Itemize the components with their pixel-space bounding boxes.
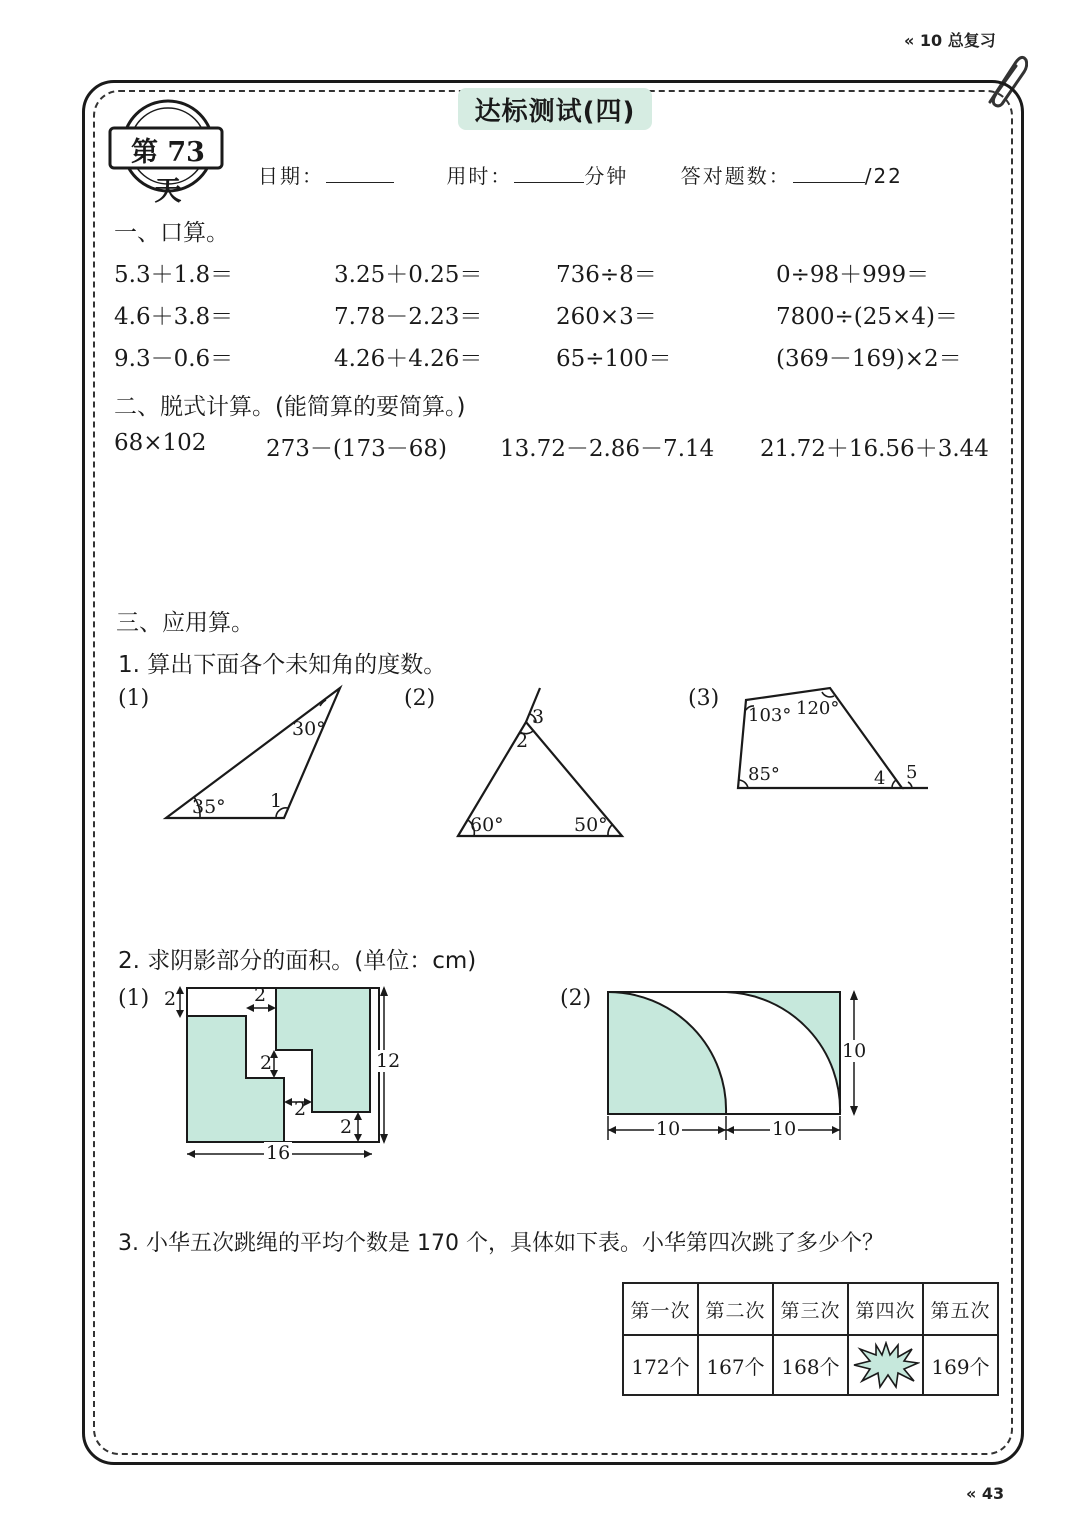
q1-angle-5: 5 (906, 762, 918, 783)
q1-angle-2: 2 (516, 730, 529, 752)
table-header: 第二次 (698, 1283, 773, 1335)
q2-dim-mid2: 2 (294, 1098, 307, 1120)
q2-shaded-figure-2 (600, 984, 872, 1144)
calc-3-3: 65÷100＝ (556, 346, 672, 372)
chapter-header: « 10 总复习 (904, 31, 996, 50)
q2-dim-width: 16 (266, 1142, 291, 1164)
calc-2-4: 7800÷(25×4)＝ (776, 304, 958, 330)
table-cell-hidden (848, 1335, 923, 1395)
day-badge (108, 98, 224, 207)
jump-rope-table (622, 1282, 999, 1396)
step-calc-1: 68×102 (114, 430, 207, 456)
calc-3-4: (369－169)×2＝ (776, 346, 962, 372)
q2-dim-mid1: 2 (260, 1052, 273, 1074)
time-unit: 分钟 (584, 164, 629, 188)
q1-angle-4: 4 (874, 768, 886, 789)
section3-title: 三、应用算。 (116, 610, 254, 636)
q1-fig3-label: (3) (688, 686, 720, 711)
calc-2-1: 4.6＋3.8＝ (114, 304, 234, 330)
q2-fig2-height: 10 (842, 1040, 867, 1062)
step-calc-4: 21.72＋16.56＋3.44 (760, 436, 989, 462)
table-header: 第三次 (773, 1283, 848, 1335)
q1-fig2-label: (2) (404, 686, 436, 711)
table-header: 第四次 (848, 1283, 923, 1335)
table-header: 第五次 (923, 1283, 998, 1335)
q1-fig1-label: (1) (118, 686, 150, 711)
q1-angle-50: 50° (574, 814, 608, 836)
step-calc-3: 13.72－2.86－7.14 (500, 436, 715, 462)
q1-angle-60: 60° (470, 814, 504, 836)
calc-3-1: 9.3－0.6＝ (114, 346, 234, 372)
q1-triangle-1 (160, 684, 350, 824)
calc-2-2: 7.78－2.23＝ (334, 304, 483, 330)
q2-dim-top-gap: 2 (254, 984, 267, 1006)
q1-angle-35: 35° (192, 796, 226, 818)
section1-title: 一、口算。 (114, 220, 229, 246)
q1-angle-3: 3 (532, 706, 545, 728)
q1-angle-120: 120° (796, 698, 840, 719)
calc-3-2: 4.26＋4.26＝ (334, 346, 483, 372)
table-header: 第一次 (623, 1283, 698, 1335)
meta-line (258, 160, 903, 189)
q2-dim-bottom: 2 (340, 1116, 353, 1138)
score-label: 答对题数： (680, 164, 791, 188)
q3-text: 3. 小华五次跳绳的平均个数是 170 个，具体如下表。小华第四次跳了多少个？ (118, 1231, 884, 1256)
table-cell: 169个 (923, 1335, 998, 1395)
q2-fig2-w1: 10 (656, 1118, 681, 1140)
starburst-icon (852, 1341, 920, 1389)
calc-1-2: 3.25＋0.25＝ (334, 262, 483, 288)
step-calc-2: 273－(173－68) (266, 436, 448, 462)
table-cell: 167个 (698, 1335, 773, 1395)
time-label: 用时： (446, 164, 513, 188)
day-badge-text: 第 73 天 (131, 137, 205, 207)
table-cell: 172个 (623, 1335, 698, 1395)
q1-angle-103: 103° (748, 705, 792, 726)
date-field[interactable] (326, 162, 394, 183)
page-number: « 43 (966, 1484, 1005, 1503)
section2-title: 二、脱式计算。(能简算的要简算。) (114, 394, 466, 420)
score-field[interactable] (793, 162, 865, 183)
calc-2-3: 260×3＝ (556, 304, 657, 330)
calc-1-1: 5.3＋1.8＝ (114, 262, 234, 288)
q1-text: 1. 算出下面各个未知角的度数。 (118, 652, 447, 678)
calc-1-4: 0÷98＋999＝ (776, 262, 930, 288)
calc-1-3: 736÷8＝ (556, 262, 657, 288)
time-field[interactable] (514, 162, 584, 183)
q2-dim-top-left: 2 (164, 988, 177, 1010)
date-label: 日期： (258, 164, 324, 188)
q2-fig1-label: (1) (118, 986, 150, 1011)
q1-angle-30: 30° (292, 718, 326, 740)
q2-text: 2. 求阴影部分的面积。(单位：cm) (118, 948, 477, 974)
table-cell: 168个 (773, 1335, 848, 1395)
test-title: 达标测试(四) (458, 88, 652, 130)
q2-dim-height: 12 (376, 1050, 401, 1072)
score-total: /22 (864, 164, 903, 188)
q1-angle-1: 1 (270, 790, 283, 812)
q1-angle-85: 85° (748, 764, 780, 785)
q2-fig2-label: (2) (560, 986, 592, 1011)
q2-fig2-w2: 10 (772, 1118, 797, 1140)
